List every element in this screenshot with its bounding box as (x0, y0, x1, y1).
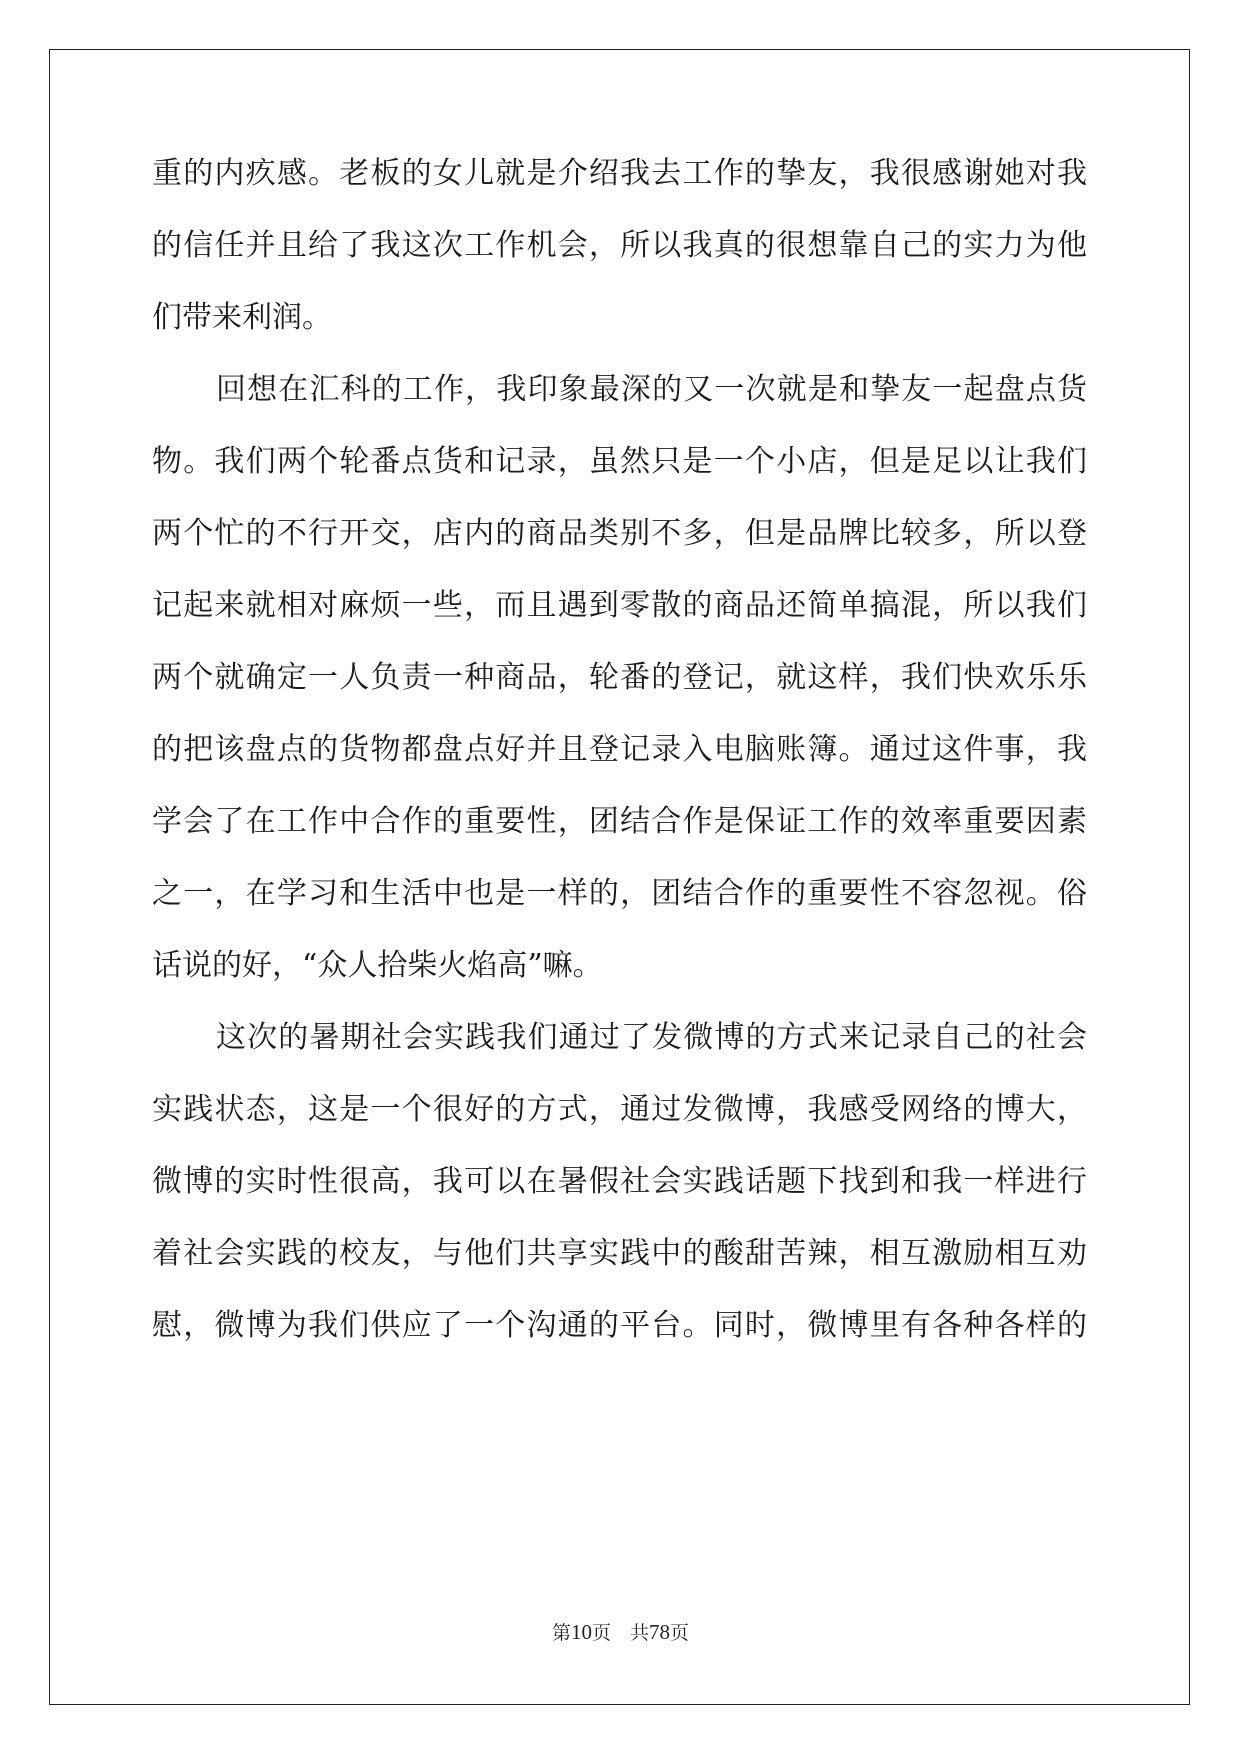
text-line: 着社会实践的校友，与他们共享实践中的酸甜苦辣，相互激励相互劝 (152, 1236, 1087, 1271)
text-line: 们带来利润。 (152, 300, 332, 335)
text-line: 记起来就相对麻烦一些，而且遇到零散的商品还简单搞混，所以我们 (152, 588, 1087, 623)
text-line: 的把该盘点的货物都盘点好并且登记录入电脑账簿。通过这件事，我 (152, 732, 1087, 767)
text-line: 两个就确定一人负责一种商品，轮番的登记，就这样，我们快欢乐乐 (152, 660, 1087, 695)
text-line: 实践状态，这是一个很好的方式，通过发微博，我感受网络的博大， (152, 1092, 1087, 1127)
text-line: 物。我们两个轮番点货和记录，虽然只是一个小店，但是足以让我们 (152, 444, 1087, 479)
text-line: 重的内疚感。老板的女儿就是介绍我去工作的挚友，我很感谢她对我 (152, 156, 1087, 191)
text-line: 的信任并且给了我这次工作机会，所以我真的很想靠自己的实力为他 (152, 228, 1087, 263)
footer-suffix: 页 (670, 1622, 690, 1644)
footer-prefix: 第 (551, 1622, 571, 1644)
text-line: 学会了在工作中合作的重要性，团结合作是保证工作的效率重要因素 (152, 804, 1087, 839)
page-footer (0, 1620, 1241, 1645)
page-number: 10 (570, 1620, 592, 1644)
footer-mid: 页 共 (591, 1622, 649, 1644)
text-line: 话说的好，“众人拾柴火焰高”嘛。 (152, 948, 603, 983)
total-pages: 78 (649, 1620, 670, 1644)
text-line: 慰，微博为我们供应了一个沟通的平台。同时，微博里有各种各样的 (152, 1308, 1087, 1343)
text-line: 之一，在学习和生活中也是一样的，团结合作的重要性不容忽视。俗 (152, 876, 1087, 911)
text-line: 微博的实时性很高，我可以在暑假社会实践话题下找到和我一样进行 (152, 1164, 1087, 1199)
text-line: 回想在汇科的工作，我印象最深的又一次就是和挚友一起盘点货 (216, 372, 1087, 407)
text-line: 两个忙的不行开交，店内的商品类别不多，但是品牌比较多，所以登 (152, 516, 1087, 551)
text-line: 这次的暑期社会实践我们通过了发微博的方式来记录自己的社会 (216, 1020, 1087, 1055)
